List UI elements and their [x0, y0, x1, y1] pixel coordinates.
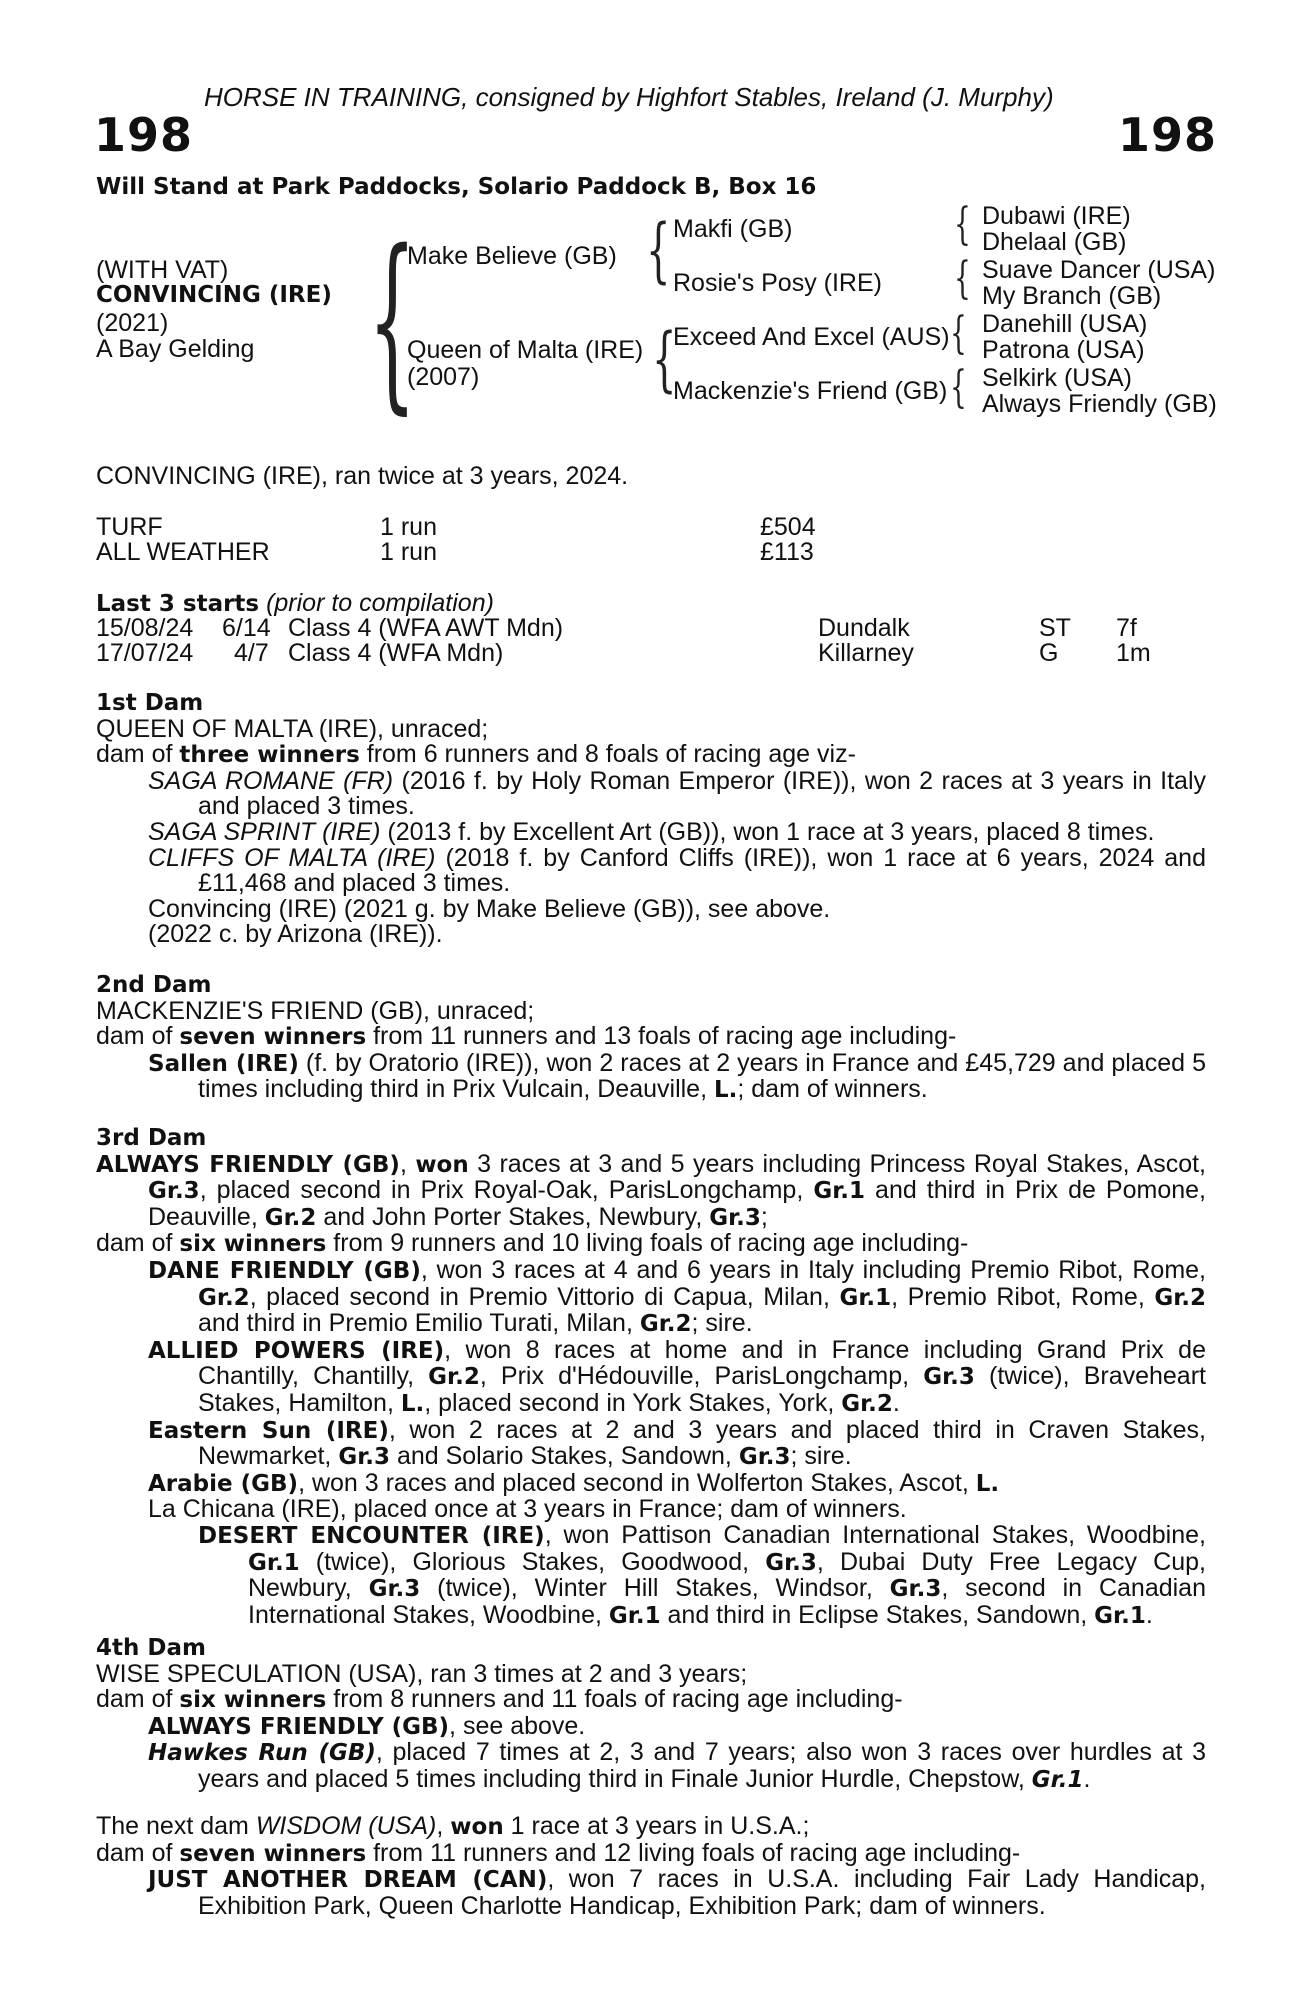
third-dam-produce-line: dam of six winners from 9 runners and 10 living foals of racing age including- — [96, 1229, 969, 1258]
produce-entry: SAGA SPRINT (IRE) (2013 f. by Excellent Art (GB)), won 1 race at 3 years, placed 8 times. — [148, 817, 1155, 846]
pedigree-g3: Suave Dancer (USA) — [982, 256, 1216, 284]
start-course: Dundalk — [818, 614, 910, 642]
start-race: Class 4 (WFA AWT Mdn) — [288, 614, 564, 642]
pedigree-g8: Always Friendly (GB) — [982, 390, 1217, 418]
record-surface: TURF — [96, 513, 163, 541]
produce-entry: (2022 c. by Arizona (IRE)). — [148, 920, 443, 949]
produce-entry: La Chicana (IRE), placed once at 3 years in France; dam of winners. — [148, 1495, 907, 1524]
produce-entry: ALWAYS FRIENDLY (GB), see above. — [148, 1711, 586, 1740]
pedigree-g5: Danehill (USA) — [982, 310, 1148, 338]
start-going: G — [1039, 639, 1059, 667]
pedigree-dam-year: (2007) — [407, 363, 480, 391]
record-earnings: £113 — [760, 538, 814, 566]
record-surface: ALL WEATHER — [96, 538, 270, 566]
fourth-dam-section — [96, 1636, 1206, 1794]
lot-number-right: 198 — [1118, 108, 1218, 162]
produce-entry: DANE FRIENDLY (GB), won 3 races at 4 and 6 years in Italy including Premio Ribot, Rome, Gr.2, placed second in Premio Vittorio di Capua, Milan, Gr.1, Premio Ribot, Rome, Gr.2 and third in Premio Emilio Turati, Milan, Gr.2; sire. — [148, 1255, 1206, 1338]
start-date: 17/07/24 — [96, 639, 194, 667]
horse-description: A Bay Gelding — [96, 335, 255, 363]
third-dam-line: ALWAYS FRIENDLY (GB), won 3 races at 3 and 5 years including Princess Royal Stakes, Ascot, Gr.3, placed second in Prix Royal-Oak, ParisLongchamp, Gr.1 and third in Prix de Pomone, Deauville, Gr.2 and John Porter Stakes, Newbury, Gr.3; — [96, 1149, 1206, 1231]
produce-entry: Convincing (IRE) (2021 g. by Make Believe (GB)), see above. — [148, 894, 831, 923]
produce-entry: Arabie (GB), won 3 races and placed second in Wolferton Stakes, Ascot, L. — [148, 1468, 1000, 1497]
produce-entry: Sallen (IRE) (f. by Oratorio (IRE)), won 2 races at 2 years in France and £45,729 and placed 5 times including third in Prix Vulcain, Deauville, L.; dam of winners. — [148, 1048, 1206, 1104]
pedigree-sire-dam: Rosie's Posy (IRE) — [673, 269, 882, 297]
pedigree-dam-sire: Exceed And Excel (AUS) — [673, 323, 950, 351]
record-earnings: £504 — [760, 513, 816, 541]
race-summary: CONVINCING (IRE), ran twice at 3 years, 2024. — [96, 462, 629, 490]
third-dam-heading: 3rd Dam — [96, 1125, 207, 1151]
first-dam-section — [96, 691, 1206, 948]
lot-number-left: 198 — [94, 108, 194, 162]
second-dam-produce-line: dam of seven winners from 11 runners and 13 foals of racing age including- — [96, 1022, 957, 1051]
produce-entry: Eastern Sun (IRE), won 2 races at 2 and 3 years and placed third in Craven Stakes, Newmarket, Gr.3 and Solario Stakes, Sandown, Gr.3; sire. — [148, 1415, 1206, 1471]
first-dam-produce-line: dam of three winners from 6 runners and 8 foals of racing age viz- — [96, 740, 856, 769]
start-date: 15/08/24 — [96, 614, 194, 642]
third-dam-section — [96, 1126, 1206, 1629]
pedigree-brace-main: { — [368, 210, 417, 431]
next-dam-produce-line: dam of seven winners from 11 runners and 12 living foals of racing age including- — [96, 1838, 1021, 1867]
location-line: Will Stand at Park Paddocks, Solario Paddock B, Box 16 — [96, 174, 817, 200]
vat-label: (WITH VAT) — [96, 256, 229, 284]
start-position: 6/14 — [222, 614, 271, 642]
last-starts-heading — [96, 590, 494, 617]
produce-entry: DESERT ENCOUNTER (IRE), won Pattison Canadian International Stakes, Woodbine, Gr.1 (twice), Glorious Stakes, Goodwood, Gr.3, Dubai Duty Free Legacy Cup, Newbury, Gr.3 (twice), Winter Hill Stakes, Windsor, Gr.3, second in Canadian International Stakes, Woodbine, Gr.1 and third in Eclipse Stakes, Sandown, Gr.1. — [198, 1520, 1206, 1629]
pedigree-brace-g2: { — [954, 253, 971, 304]
pedigree-g4: My Branch (GB) — [982, 282, 1162, 310]
start-going: ST — [1039, 614, 1071, 642]
produce-entry: ALLIED POWERS (IRE), won 8 races at home and in France including Grand Prix de Chantilly, Chantilly, Gr.2, Prix d'Hédouville, ParisLongchamp, Gr.3 (twice), Braveheart Stakes, Hamilton, L., placed second in York Stakes, York, Gr.2. — [148, 1335, 1206, 1417]
second-dam-heading: 2nd Dam — [96, 972, 212, 998]
start-distance: 7f — [1116, 614, 1137, 642]
pedigree-brace-g4: { — [950, 362, 967, 413]
horse-year: (2021) — [96, 309, 169, 337]
pedigree-dam: Queen of Malta (IRE) — [407, 336, 644, 364]
fourth-dam-heading: 4th Dam — [96, 1635, 206, 1661]
first-dam-line: QUEEN OF MALTA (IRE), unraced; — [96, 714, 489, 743]
second-dam-section — [96, 973, 1206, 1104]
last-starts-note: (prior to compilation) — [266, 589, 494, 617]
record-runs: 1 run — [380, 538, 437, 566]
produce-entry: CLIFFS OF MALTA (IRE) (2018 f. by Canford Cliffs (IRE)), won 1 race at 6 years, 2024 and £11,468 and placed 3 times. — [148, 843, 1206, 898]
pedigree-sire-sire: Makfi (GB) — [673, 215, 793, 243]
last-starts-title: Last 3 starts — [96, 591, 260, 617]
pedigree-g2: Dhelaal (GB) — [982, 228, 1127, 256]
record-runs: 1 run — [380, 513, 437, 541]
produce-entry: Hawkes Run (GB), placed 7 times at 2, 3 and 7 years; also won 3 races over hurdles at 3 years and placed 5 times including third in Finale Junior Hurdle, Chepstow, Gr.1. — [148, 1738, 1206, 1793]
pedigree-brace-dam: { — [652, 318, 677, 400]
first-dam-heading: 1st Dam — [96, 690, 204, 716]
second-dam-line: MACKENZIE'S FRIEND (GB), unraced; — [96, 996, 535, 1025]
consignment-line: HORSE IN TRAINING, consigned by Highfort Stables, Ireland (J. Murphy) — [204, 82, 1054, 112]
start-position: 4/7 — [234, 639, 269, 667]
horse-name: CONVINCING (IRE) — [96, 282, 332, 308]
pedigree-dam-dam: Mackenzie's Friend (GB) — [673, 377, 948, 405]
pedigree-brace-g3: { — [950, 308, 967, 359]
start-distance: 1m — [1116, 639, 1151, 667]
next-dam-section — [96, 1814, 1206, 1919]
start-course: Killarney — [818, 639, 914, 667]
pedigree-sire: Make Believe (GB) — [407, 242, 617, 270]
pedigree-g6: Patrona (USA) — [982, 336, 1145, 364]
pedigree-brace-sire: { — [646, 209, 671, 291]
pedigree-g1: Dubawi (IRE) — [982, 202, 1131, 230]
next-dam-line: The next dam WISDOM (USA), won 1 race at 3 years in U.S.A.; — [96, 1812, 810, 1840]
start-race: Class 4 (WFA Mdn) — [288, 639, 504, 667]
fourth-dam-line: WISE SPECULATION (USA), ran 3 times at 2 and 3 years; — [96, 1659, 748, 1688]
produce-entry: SAGA ROMANE (FR) (2016 f. by Holy Roman Emperor (IRE)), won 2 races at 3 years in Italy and placed 3 times. — [148, 766, 1207, 821]
fourth-dam-produce-line: dam of six winners from 8 runners and 11 foals of racing age including- — [96, 1685, 903, 1714]
produce-entry: JUST ANOTHER DREAM (CAN), won 7 races in U.S.A. including Fair Lady Handicap, Exhibition Park, Queen Charlotte Handicap, Exhibition Park; dam of winners. — [148, 1865, 1207, 1920]
pedigree-g7: Selkirk (USA) — [982, 364, 1133, 392]
pedigree-brace-g1: { — [954, 199, 971, 250]
